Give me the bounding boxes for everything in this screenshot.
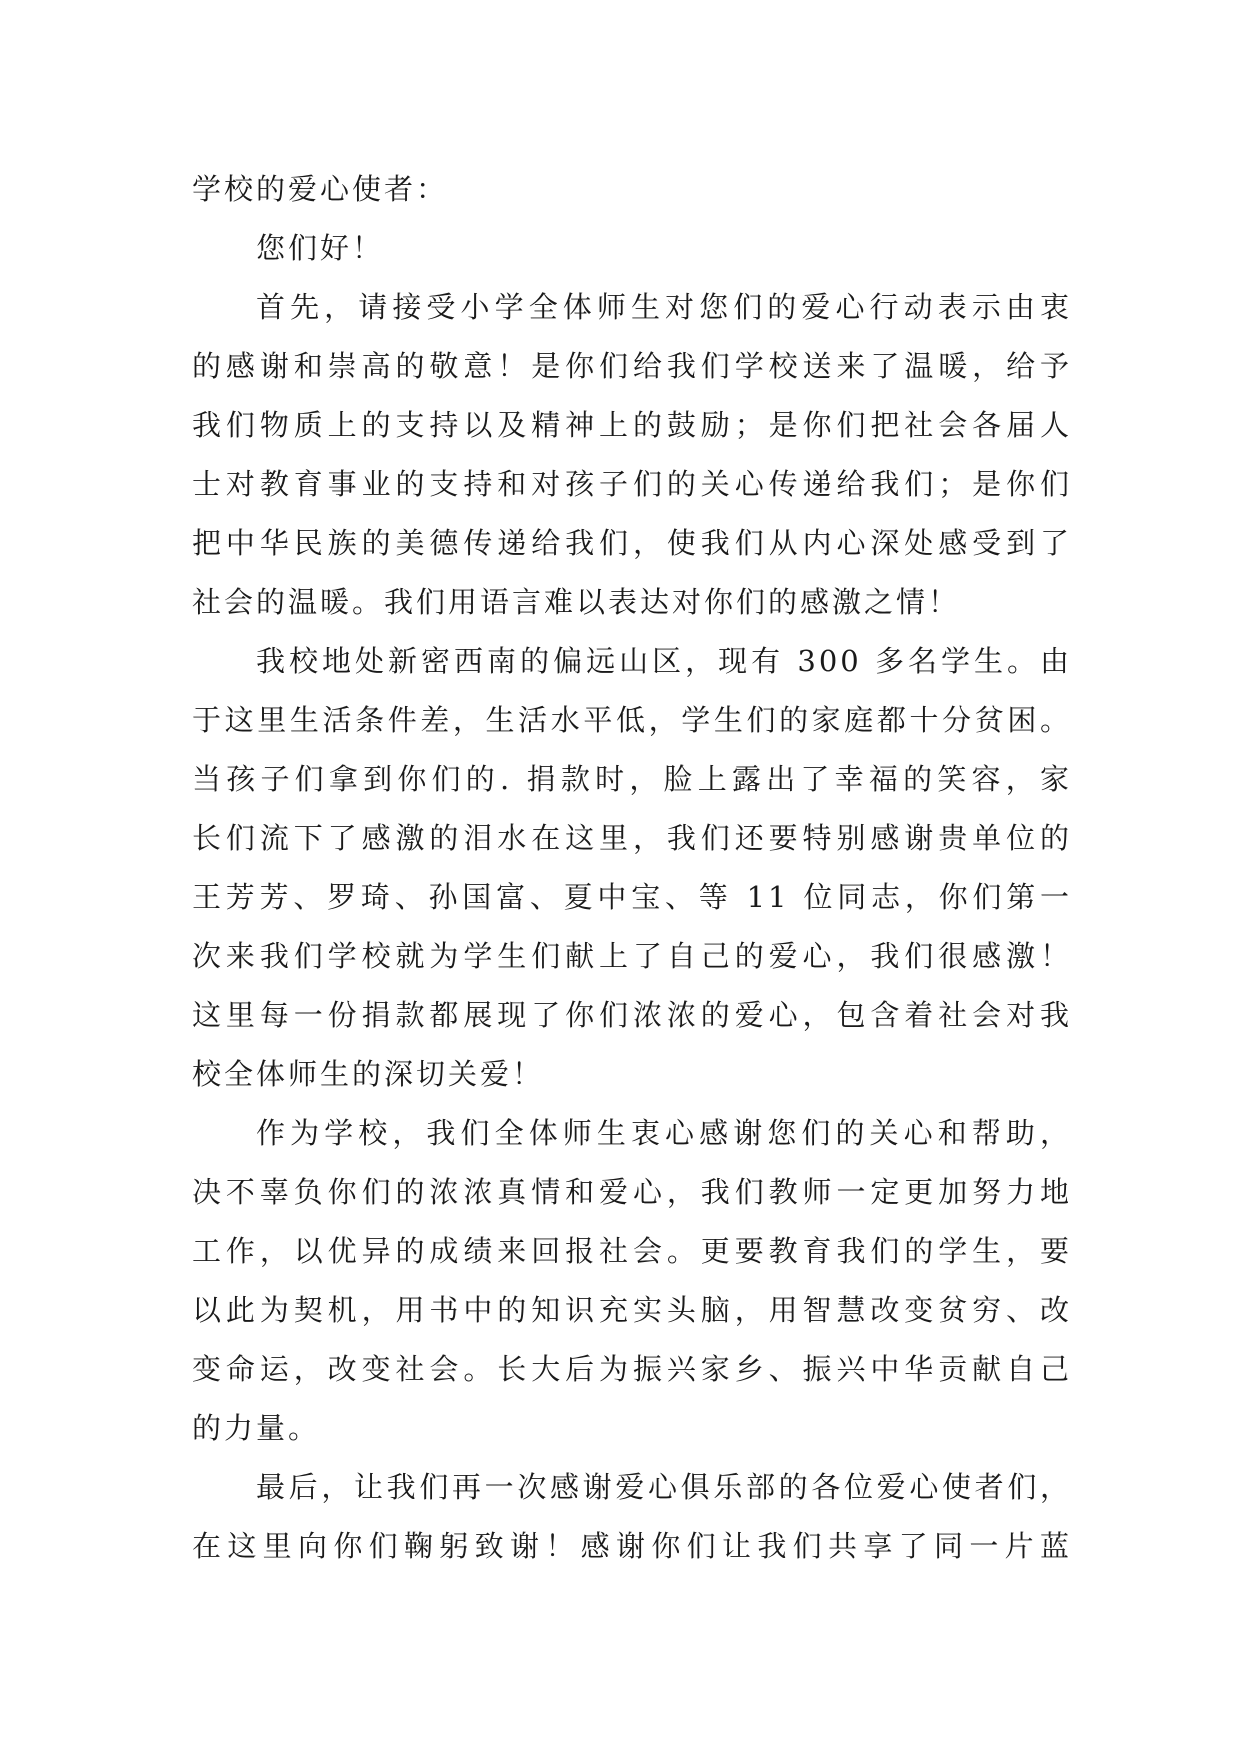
text-line: 以此为契机，用书中的知识充实头脑，用智慧改变贫穷、改 [192, 1293, 1072, 1327]
text-line: 长们流下了感激的泪水在这里，我们还要特别感谢贵单位的 [192, 821, 1072, 855]
text-line: 我校地处新密西南的偏远山区，现有 300 多名学生。由 [256, 644, 1072, 678]
text-line: 社会的温暖。我们用语言难以表达对你们的感激之情！ [192, 585, 961, 619]
text-line: 当孩子们拿到你们的. 捐款时，脸上露出了幸福的笑容，家 [192, 762, 1072, 796]
text-line: 把中华民族的美德传递给我们，使我们从内心深处感受到了 [192, 526, 1072, 560]
text-line: 决不辜负你们的浓浓真情和爱心，我们教师一定更加努力地 [192, 1175, 1072, 1209]
text-line: 士对教育事业的支持和对孩子们的关心传递给我们；是你们 [192, 467, 1072, 501]
greeting: 您们好！ [256, 231, 385, 265]
text-line: 的感谢和崇高的敬意！是你们给我们学校送来了温暖，给予 [192, 349, 1072, 383]
text-line: 于这里生活条件差，生活水平低，学生们的家庭都十分贫困。 [192, 703, 1072, 737]
text-line: 这里每一份捐款都展现了你们浓浓的爱心，包含着社会对我 [192, 998, 1072, 1032]
letter-paragraphs [192, 278, 1072, 1576]
text-line: 的力量。 [192, 1411, 321, 1445]
text-line: 变命运，改变社会。长大后为振兴家乡、振兴中华贡献自己 [192, 1352, 1072, 1386]
text-line: 首先，请接受小学全体师生对您们的爱心行动表示由衷 [256, 290, 1072, 324]
text-line: 工作，以优异的成绩来回报社会。更要教育我们的学生，要 [192, 1234, 1072, 1268]
text-line: 王芳芳、罗琦、孙国富、夏中宝、等 11 位同志，你们第一 [192, 880, 1072, 914]
text-line: 次来我们学校就为学生们献上了自己的爱心，我们很感激！ [192, 939, 1072, 973]
text-line: 最后，让我们再一次感谢爱心俱乐部的各位爱心使者们， [256, 1470, 1072, 1504]
text-line: 在这里向你们鞠躬致谢！感谢你们让我们共享了同一片蓝 [192, 1529, 1072, 1563]
text-line: 我们物质上的支持以及精神上的鼓励；是你们把社会各届人 [192, 408, 1072, 442]
letter-body [192, 160, 1072, 1576]
salutation: 学校的爱心使者： [192, 172, 449, 206]
text-line: 作为学校，我们全体师生衷心感谢您们的关心和帮助， [256, 1116, 1072, 1150]
text-line: 校全体师生的深切关爱！ [192, 1057, 545, 1091]
